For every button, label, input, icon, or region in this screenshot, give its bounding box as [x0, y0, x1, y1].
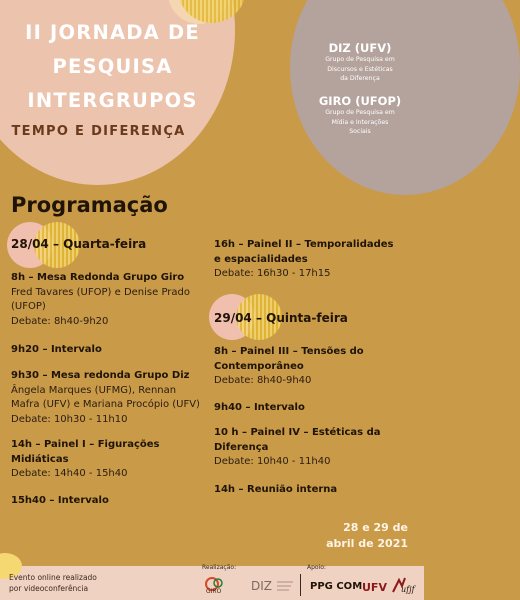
schedule-item-title-cont: Midiáticas	[11, 453, 69, 465]
svg-text:ufjf: ufjf	[401, 585, 415, 594]
svg-text:UFV: UFV	[362, 581, 387, 594]
apoio-label: Apoio:	[307, 564, 326, 571]
group-name-giro: GIRO (UFOP)	[318, 94, 402, 108]
event-subtitle: TEMPO E DIFERENÇA	[11, 124, 186, 139]
schedule-item	[11, 438, 211, 482]
schedule-item-line: Debate: 14h40 - 15h40	[11, 468, 128, 480]
schedule-item-line: Mafra (UFV) e Mariana Procópio (UFV)	[11, 399, 200, 411]
day-heading-29: 29/04 – Quinta-feira	[214, 311, 348, 325]
event-dates: 28 e 29 de abril de 2021	[326, 521, 408, 550]
group-description-diz: Grupo de Pesquisa em Discursos e Estéticas da Diferença	[325, 56, 395, 82]
title-line: PESQUISA	[52, 55, 173, 78]
event-title	[0, 16, 225, 118]
schedule-item-line: Debate: 10h30 - 11h10	[11, 414, 128, 426]
ufv-logo	[362, 578, 386, 594]
ufjf-logo	[391, 576, 417, 594]
schedule-item-title: 9h20 – Intervalo	[11, 344, 102, 355]
schedule-item-title: 9h40 – Intervalo	[214, 402, 305, 413]
schedule-item-title: 15h40 – Intervalo	[11, 495, 109, 506]
schedule-item-title: 14h – Painel I – Figurações	[11, 439, 160, 450]
group-name-diz: DIZ (UFV)	[328, 41, 392, 55]
logo-divider	[300, 574, 301, 596]
schedule-item-title-cont: Contemporâneo	[214, 360, 304, 372]
schedule-item	[11, 494, 211, 509]
title-line: II JORNADA DE	[25, 21, 200, 44]
diz-logo	[251, 578, 295, 594]
schedule-item-title: 14h – Reunião interna	[214, 484, 338, 495]
schedule-item-line: Debate: 16h30 - 17h15	[214, 268, 331, 280]
schedule-item	[214, 238, 419, 282]
day-heading-28: 28/04 – Quarta-feira	[11, 237, 147, 251]
schedule-item-title-cont: e espacialidades	[214, 253, 308, 265]
svg-text:PPG COM: PPG COM	[310, 581, 363, 592]
schedule-item	[11, 271, 211, 330]
schedule-item-title: 9h30 – Mesa redonda Grupo Diz	[11, 370, 190, 381]
schedule-item	[214, 426, 419, 470]
schedule-item	[11, 343, 211, 358]
schedule-item-line: Debate: 8h40-9h20	[11, 316, 109, 328]
schedule-item-title: 16h – Painel II – Temporalidades	[214, 239, 394, 250]
schedule-item-line: Fred Tavares (UFOP) e Denise Prado	[11, 286, 191, 298]
schedule-item-title: 8h – Painel III – Tensões do	[214, 346, 364, 357]
schedule-item-line: Ângela Marques (UFMG), Rennan	[11, 384, 177, 396]
schedule-item	[214, 345, 419, 389]
schedule-item	[214, 483, 419, 498]
title-line: INTERGRUPOS	[27, 89, 198, 112]
svg-text:DIZ: DIZ	[251, 579, 272, 593]
schedule-item	[214, 401, 419, 416]
giro-logo	[204, 576, 230, 594]
schedule-item-title: 8h – Mesa Redonda Grupo Giro	[11, 272, 185, 283]
realizacao-label: Realização:	[202, 564, 237, 571]
svg-text:GIRO: GIRO	[206, 588, 222, 595]
schedule-item-line: Debate: 8h40-9h40	[214, 375, 312, 387]
schedule-item-title-cont: Diferença	[214, 441, 269, 453]
program-title: Programação	[11, 193, 168, 217]
schedule-item-line: Debate: 10h40 - 11h40	[214, 456, 331, 468]
schedule-item-line: (UFOP)	[11, 301, 46, 313]
group-description-giro: Grupo de Pesquisa em Mídia e Interações Sociais	[325, 109, 395, 135]
schedule-item	[11, 369, 211, 428]
ppgcom-logo	[310, 576, 363, 594]
schedule-item-title: 10 h – Painel IV – Estéticas da	[214, 427, 381, 438]
online-note: Evento online realizado por videoconferência	[9, 573, 97, 593]
